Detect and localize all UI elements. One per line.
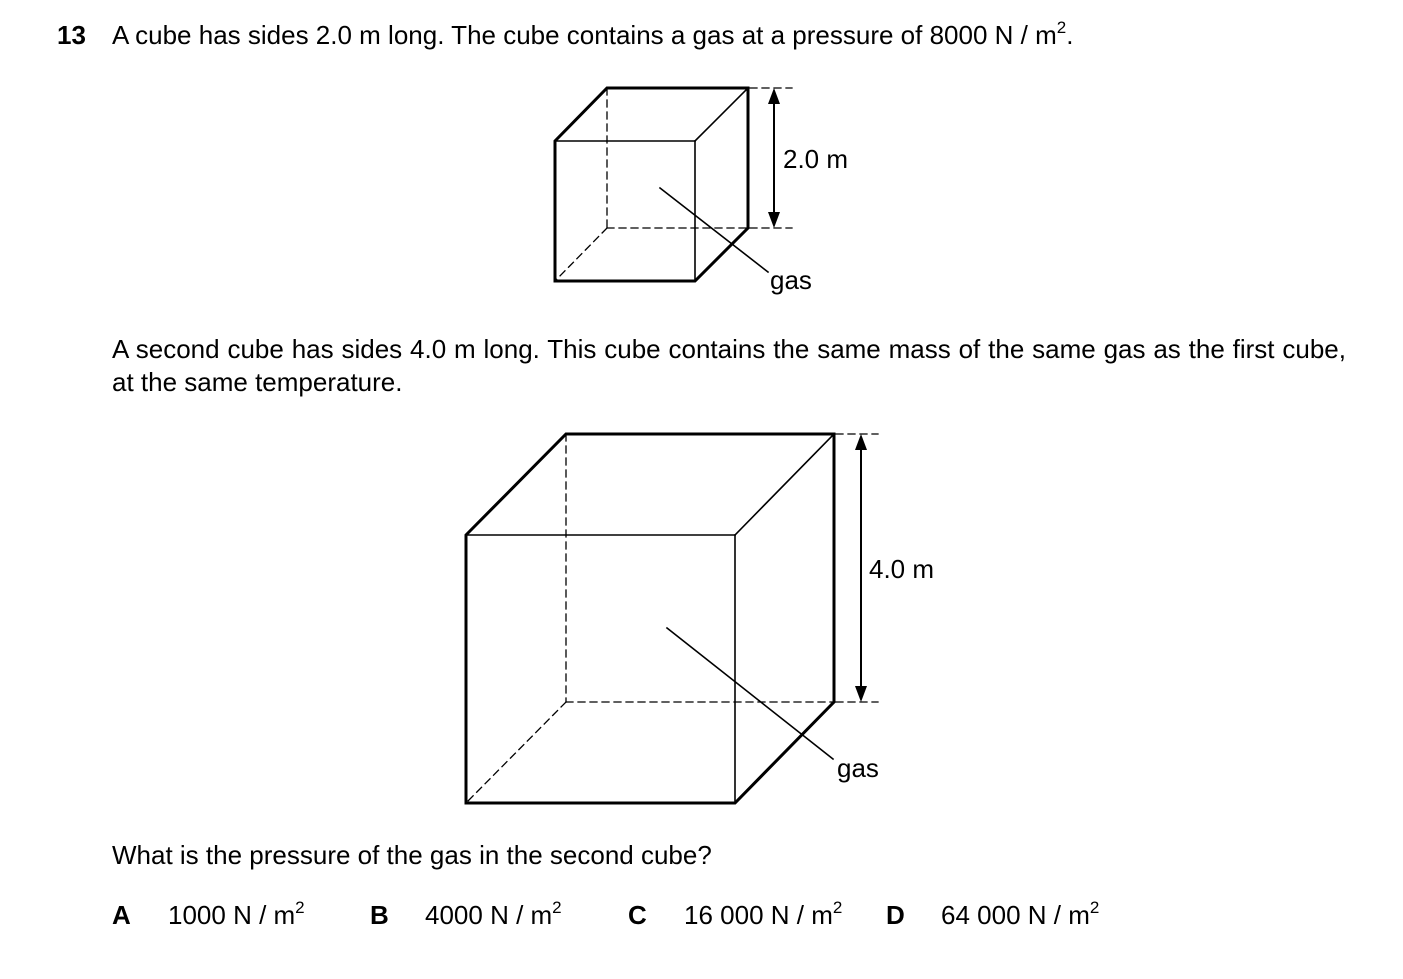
option-a-sup: 2 (295, 898, 305, 917)
cube2-gas-label: gas (837, 753, 879, 783)
option-a-text: 1000 N / m (168, 900, 296, 930)
option-c-value (684, 899, 842, 932)
option-d-sup: 2 (1089, 898, 1100, 917)
arrow-down-icon (855, 686, 867, 702)
cube2-gas-pointer (667, 628, 833, 759)
option-c-sup: 2 (832, 898, 843, 917)
cube-diagram-2 (466, 434, 934, 803)
arrow-up-icon (768, 88, 780, 104)
cube1-side-label: 2.0 m (783, 144, 849, 174)
cube2-side-label: 4.0 m (869, 554, 935, 584)
cube1-gas-pointer (660, 188, 768, 272)
option-a-letter: A (112, 900, 131, 930)
stem-superscript: 2 (1056, 18, 1067, 37)
stem-end-punctuation: . (1066, 20, 1074, 50)
arrow-up-icon (855, 434, 867, 450)
cube1-front-inner-edges (555, 88, 748, 281)
option-d-text: 64 000 N / m (941, 900, 1090, 930)
question-stem-paragraph-2: A second cube has sides 4.0 m long. This cube contains the same mass of the same gas as the first cube, at the same temperature. (112, 334, 1346, 397)
option-c-text: 16 000 N / m (684, 900, 833, 930)
arrow-down-icon (768, 212, 780, 228)
option-b-text: 4000 N / m (425, 900, 553, 930)
option-c-letter: C (628, 900, 647, 930)
option-d-value (941, 899, 1099, 932)
option-d-letter: D (886, 900, 905, 930)
stem-text: A cube has sides 2.0 m long. The cube contains a gas at a pressure of 8000 N / m (112, 20, 1057, 50)
cube1-gas-label: gas (770, 265, 812, 295)
question-prompt: What is the pressure of the gas in the second cube? (112, 840, 712, 870)
question-number: 13 (57, 20, 86, 50)
option-a-value (168, 899, 305, 932)
option-b-sup: 2 (552, 898, 562, 917)
option-b-value (425, 899, 562, 932)
option-b-letter: B (370, 900, 389, 930)
